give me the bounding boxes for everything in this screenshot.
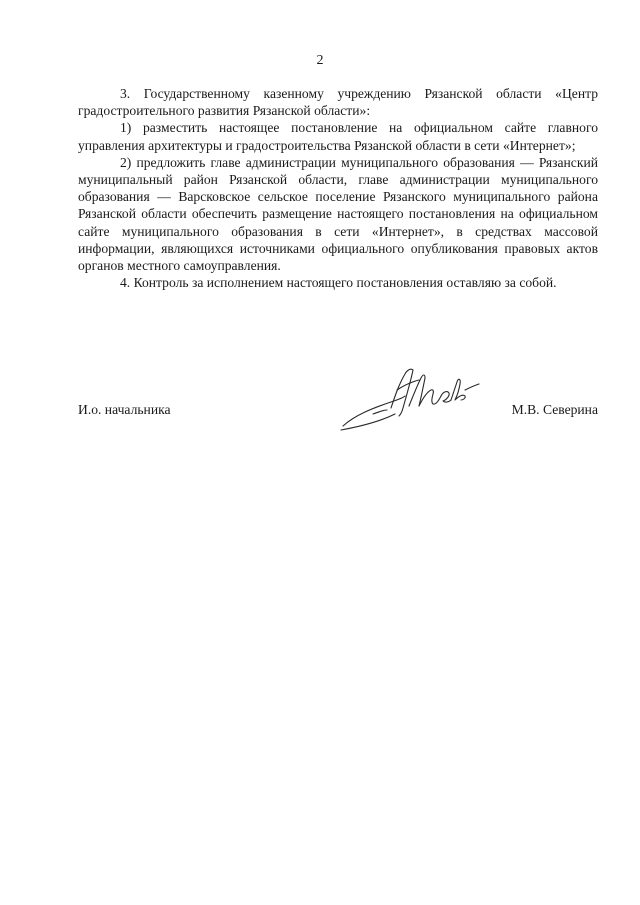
- page-number: 2: [316, 53, 324, 68]
- signatory-position: И.о. начальника: [78, 402, 171, 417]
- handwritten-signature-icon: [333, 360, 488, 435]
- paragraph-3-2: 2) предложить главе администрации муниципального образования — Рязанский муниципальный район Рязанской области, главе администрации муниципального образования — Варсковское сельское поселение Рязанского муниципального района Рязанской области обеспечить размещение настоящего постановления на официальном сайте муниципального образования в сети «Интернет», в средствах массовой информации, являющихся источниками официального опубликования правовых актов органов местного самоуправления.: [78, 154, 598, 274]
- signatory-name: М.В. Северина: [511, 402, 598, 417]
- paragraph-3: 3. Государственному казенному учреждению Рязанской области «Центр градостроительного развития Рязанской области»:: [78, 86, 598, 119]
- paragraph-3-1: 1) разместить настоящее постановление на официальном сайте главного управления архитектуры и градостроительства Рязанской области в сети «Интернет»;: [78, 120, 598, 153]
- paragraph-4: 4. Контроль за исполнением настоящего постановления оставляю за собой.: [120, 275, 557, 291]
- document-body: [78, 85, 598, 291]
